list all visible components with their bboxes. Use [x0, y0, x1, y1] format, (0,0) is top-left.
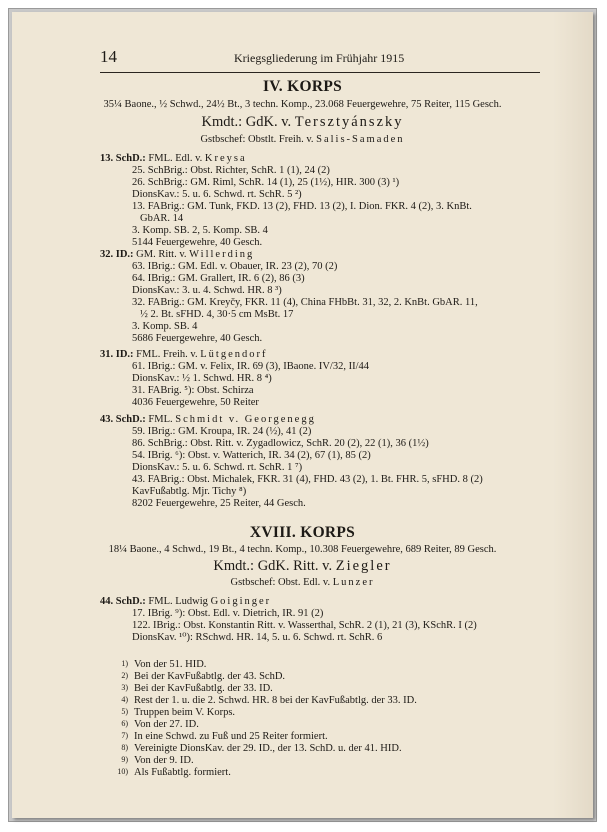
division-31-commander-prefix: FML. Freih. v. [136, 349, 198, 360]
division-32-line: 63. IBrig.: GM. Edl. v. Obauer, IR. 23 (2), 70 (2) [132, 261, 338, 272]
division-31-heading [100, 349, 268, 361]
footnote [112, 707, 235, 718]
footnote-text: Vereinigte DionsKav. der 29. ID., der 13. SchD. u. der 41. HID. [134, 743, 402, 754]
korps-18-title: XVIII. KORPS [249, 524, 356, 541]
division-43-line: DionsKav.: 5. u. 6. Schwd. rt. SchR. 1 ⁷) [132, 462, 303, 473]
division-13-line: 25. SchBrig.: Obst. Richter, SchR. 1 (1), 24 (2) [132, 165, 330, 176]
header-rule [100, 72, 540, 73]
division-32-line: 64. IBrig.: GM. Grallert, IR. 6 (2), 86 (3) [132, 273, 305, 284]
footnote-number: 7) [121, 731, 128, 740]
document-page [12, 12, 593, 818]
korps-4-chief-name: Salis-Samaden [316, 134, 405, 145]
division-13-line: GbAR. 14 [140, 213, 184, 224]
division-44-line: 17. IBrig. ⁹): Obst. Edl. v. Dietrich, IR. 91 (2) [132, 608, 324, 619]
division-13-commander-name: Kreysa [204, 153, 247, 164]
division-31-label: 31. ID.: [100, 349, 134, 360]
division-44-label: 44. SchD.: [100, 596, 146, 607]
footnote [112, 695, 417, 706]
footnote-number: 4) [121, 695, 128, 704]
korps-18-chief-name: Lunzer [332, 577, 375, 588]
footnote-text: In eine Schwd. zu Fuß und 25 Reiter formiert. [134, 731, 328, 742]
division-13-line: 26. SchBrig.: GM. Riml, SchR. 14 (1), 25 (1½), HIR. 300 (3) ¹) [132, 177, 400, 188]
footnote [112, 767, 231, 778]
korps-18-commander [12, 558, 593, 575]
footnote-text: Von der 51. HID. [134, 659, 207, 670]
division-13-line: 5144 Feuergewehre, 40 Gesch. [132, 237, 263, 248]
division-44-commander-name: Goiginger [210, 596, 272, 607]
division-13-commander-prefix: FML. Edl. v. [148, 153, 203, 164]
division-43-commander-name: Schmidt v. Georgenegg [175, 414, 316, 425]
division-32-line: 32. FABrig.: GM. Kreyčy, FKR. 11 (4), China FHbBt. 31, 32, 2. KnBt. GbAR. 11, [132, 297, 478, 308]
division-44-line: 122. IBrig.: Obst. Konstantin Ritt. v. Wasserthal, SchR. 2 (1), 21 (3), KSchR. I (2) [132, 620, 477, 631]
division-32-label: 32. ID.: [100, 249, 134, 260]
division-13-label: 13. SchD.: [100, 153, 146, 164]
footnote-text: Von der 27. ID. [134, 719, 199, 730]
korps-4-title: IV. KORPS [262, 78, 343, 95]
division-43-commander-prefix: FML. [148, 414, 173, 425]
footnote-text: Rest der 1. u. die 2. Schwd. HR. 8 bei der KavFußabtlg. der 33. ID. [134, 695, 417, 706]
footnote [112, 743, 402, 754]
division-31-commander-name: Lütgendorf [200, 349, 268, 360]
korps-4-strength: 35¼ Baone., ½ Schwd., 24½ Bt., 3 techn. Komp., 23.068 Feuergewehre, 75 Reiter, 115 Gesch. [103, 99, 502, 110]
footnote [112, 719, 199, 730]
footnote [112, 683, 273, 694]
division-43-label: 43. SchD.: [100, 414, 146, 425]
division-43-heading [100, 414, 316, 426]
division-43-line: KavFußabtlg. Mjr. Tichy ⁸) [132, 486, 247, 497]
footnote-number: 9) [121, 755, 128, 764]
footnote [112, 659, 206, 670]
division-31-line: 31. FABrig. ⁵): Obst. Schirza [132, 385, 254, 396]
footnote-number: 10) [117, 767, 128, 776]
korps-18-strength: 18¼ Baone., 4 Schwd., 19 Bt., 4 techn. Komp., 10.308 Feuergewehre, 689 Reiter, 89 Gesch. [108, 544, 497, 555]
division-44-heading [100, 596, 271, 608]
division-32-line: ½ 2. Bt. sFHD. 4, 30·5 cm MsBt. 17 [140, 309, 294, 320]
division-43-line: 59. IBrig.: GM. Kroupa, IR. 24 (½), 41 (2) [132, 426, 312, 437]
korps-18-commander-name: Ziegler [335, 558, 392, 574]
division-32-line: DionsKav.: 3. u. 4. Schwd. HR. 8 ³) [132, 285, 282, 296]
division-44-commander-prefix: FML. Ludwig [148, 596, 208, 607]
division-43-line: 54. IBrig. ⁶): Obst. v. Watterich, IR. 34 (2), 67 (1), 85 (2) [132, 450, 371, 461]
footnote-number: 3) [121, 683, 128, 692]
footnote-text: Von der 9. ID. [134, 755, 194, 766]
division-43-line: 8202 Feuergewehre, 25 Reiter, 44 Gesch. [132, 498, 306, 509]
korps-4-commander-prefix: Kmdt.: GdK. v. [201, 114, 292, 130]
korps-4-chief-prefix: Gstbschef: Obstlt. Freih. v. [200, 134, 314, 145]
footnote-text: Truppen beim V. Korps. [134, 707, 236, 718]
footnote [112, 671, 285, 682]
division-32-commander-prefix: GM. Ritt. v. [136, 249, 187, 260]
korps-18-commander-prefix: Kmdt.: GdK. Ritt. v. [213, 558, 333, 574]
footnote-number: 1) [121, 659, 128, 668]
korps-18-chief-of-staff [12, 577, 593, 588]
division-32-heading [100, 249, 254, 261]
footnote-number: 2) [121, 671, 128, 680]
korps-4-commander [12, 114, 593, 131]
footnote-text: Bei der KavFußabtlg. der 33. ID. [134, 683, 273, 694]
division-32-line: 5686 Feuergewehre, 40 Gesch. [132, 333, 263, 344]
division-31-line: 61. IBrig.: GM. v. Felix, IR. 69 (3), IBaone. IV/32, II/44 [132, 361, 369, 372]
division-32-commander-name: Willerding [189, 249, 255, 260]
footnote-number: 8) [121, 743, 128, 752]
division-13-line: 3. Komp. SB. 2, 5. Komp. SB. 4 [132, 225, 268, 236]
korps-4-commander-name: Tersztyánszky [294, 114, 404, 130]
footnote [112, 731, 328, 742]
division-31-line: DionsKav.: ½ 1. Schwd. HR. 8 ⁴) [132, 373, 272, 384]
korps-4-chief-of-staff [12, 134, 593, 145]
footnote-number: 5) [121, 707, 128, 716]
footnote-text: Bei der KavFußabtlg. der 43. SchD. [134, 671, 286, 682]
division-32-line: 3. Komp. SB. 4 [132, 321, 198, 332]
korps-18-chief-prefix: Gstbschef: Obst. Edl. v. [230, 577, 331, 588]
footnote-number: 6) [121, 719, 128, 728]
page-number: 14 [100, 47, 117, 66]
running-title: Kriegsgliederung im Frühjahr 1915 [234, 51, 405, 65]
footnote [112, 755, 194, 766]
division-13-line: DionsKav.: 5. u. 6. Schwd. rt. SchR. 5 ²) [132, 189, 302, 200]
footnote-text: Als Fußabtlg. formiert. [134, 767, 231, 778]
division-43-line: 43. FABrig.: Obst. Michalek, FKR. 31 (4), FHD. 43 (2), 1. Bt. FHR. 5, sFHD. 8 (2) [132, 474, 483, 485]
division-13-line: 13. FABrig.: GM. Tunk, FKD. 13 (2), FHD. 13 (2), I. Dion. FKR. 4 (2), 3. KnBt. [132, 201, 472, 212]
division-13-heading [100, 153, 247, 165]
division-43-line: 86. SchBrig.: Obst. Ritt. v. Zygadlowicz, SchR. 20 (2), 22 (1), 36 (1½) [132, 438, 429, 449]
division-31-line: 4036 Feuergewehre, 50 Reiter [132, 397, 259, 408]
division-44-line: DionsKav. ¹⁰): RSchwd. HR. 14, 5. u. 6. Schwd. rt. SchR. 6 [132, 632, 383, 643]
